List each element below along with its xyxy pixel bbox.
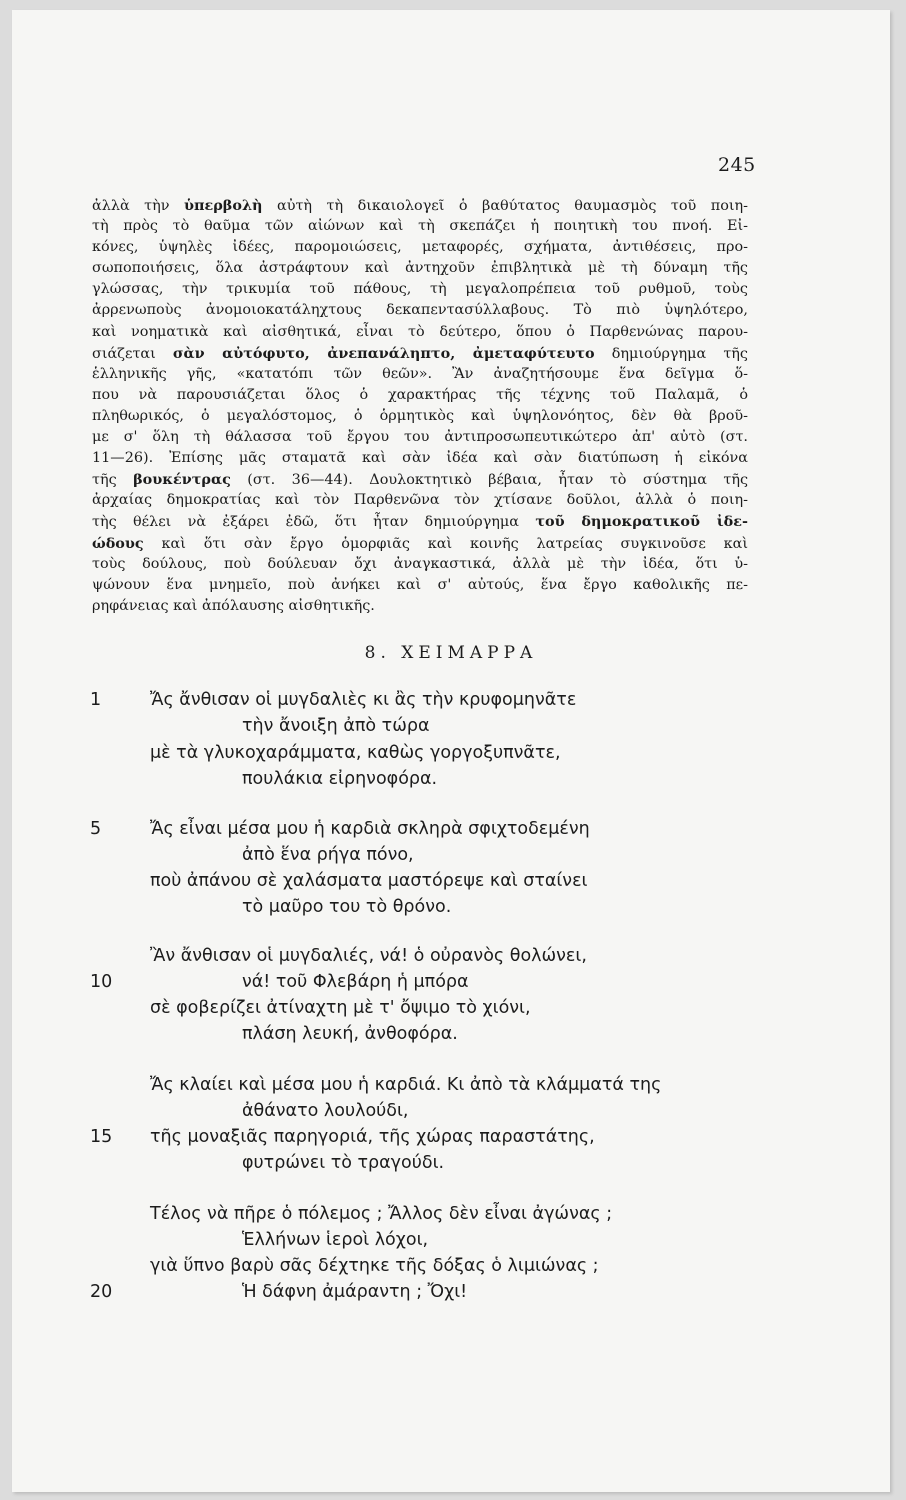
poem-verse: φυτρώνει τὸ τραγούδι. <box>242 1153 445 1173</box>
prose-line <box>92 554 748 575</box>
prose-line <box>92 533 748 554</box>
prose-text: που νὰ παρουσιάζεται ὅλος ὁ χαρακτήρας τῆς τέχνης τοῦ Παλαμᾶ, ὁ <box>92 386 748 403</box>
prose-text: καὶ νοηματικὰ καὶ αἰσθητικά, εἶναι τὸ δεύτερο, ὅπου ὁ Παρθενώνας παρου- <box>92 323 748 340</box>
prose-text: γλώσσας, τὴν τρικυμία τοῦ πάθους, τὴ μεγαλοπρέπεια τοῦ ρυθμοῦ, τοὺς <box>92 281 748 298</box>
emphasis-text: ώδους <box>92 534 144 552</box>
prose-line <box>92 258 748 279</box>
line-number: 10 <box>90 972 113 992</box>
poem-verse: Ἂν ἄνθισαν οἱ μυγδαλιές, νά! ὁ οὐρανὸς θολώνει, <box>150 946 587 966</box>
prose-line <box>92 406 748 427</box>
prose-text: σωποποιήσεις, ὅλα ἀστράφτουν καὶ ἀντηχοῦν ἐπιβλητικὰ μὲ τὴ δύναμη τῆς <box>92 260 748 277</box>
prose-line <box>92 385 748 406</box>
prose-text: ἀρρενωποὺς ἀνομοιοκατάληχτους δεκαπεντασύλλαβους. Τὸ πιὸ ὑψηλότερο, <box>92 302 748 319</box>
prose-text: ἀλλὰ τὴν <box>92 198 184 214</box>
poem-verse: τῆς μοναξιᾶς παρηγοριά, τῆς χώρας παραστάτης, <box>150 1127 595 1147</box>
prose-text: σιάζεται <box>92 345 173 362</box>
poem-verse: σὲ φοβερίζει ἀτίναχτη μὲ τ' ὄψιμο τὸ χιόνι, <box>150 998 531 1018</box>
prose-text: τοὺς δούλους, ποὺ δούλευαν ὄχι ἀναγκαστικά, ἀλλὰ μὲ τὴν ἰδέα, ὅτι ὑ- <box>92 555 748 572</box>
prose-text: ρηφάνειας καὶ ἀπόλαυσης αἰσθητικῆς. <box>92 597 375 614</box>
prose-text: 11—26). Ἐπίσης μᾶς σταματᾶ καὶ σὰν ἰδέα καὶ σὰν διατύπωση ἡ εἰκόνα <box>92 450 748 467</box>
poem-verse: Ἄς κλαίει καὶ μέσα μου ἡ καρδιά. Κι ἀπὸ τὰ κλάμματά της <box>150 1075 662 1095</box>
prose-line <box>92 596 748 617</box>
prose-line <box>92 343 748 364</box>
prose-line <box>92 511 748 532</box>
line-number: 20 <box>90 1282 113 1302</box>
emphasis-text: σὰν αὐτόφυτο, ἀνεπανάληπτο, ἀμεταφύτευτο <box>172 344 595 362</box>
line-number: 5 <box>90 819 102 839</box>
poem-title: 8. ΧΕΙΜΑΡΡΑ <box>364 643 538 663</box>
prose-line <box>92 575 748 596</box>
prose-line <box>92 237 748 258</box>
prose-line <box>92 279 748 300</box>
prose-text: αὐτὴ τὴ δικαιολογεῖ ὁ βαθύτατος θαυμασμὸς τοῦ ποιη- <box>262 198 748 214</box>
poem-verse: τὸ μαῦρο του τὸ θρόνο. <box>242 897 452 917</box>
commentary-paragraph <box>92 195 748 617</box>
emphasis-text: ὑπερβολὴ <box>183 197 263 214</box>
prose-line <box>92 469 748 490</box>
poem-verse: γιὰ ὕπνο βαρὺ σᾶς δέχτηκε τῆς δόξας ὁ λιμιώνας ; <box>150 1256 599 1276</box>
prose-line <box>92 322 748 343</box>
poem-verse: Ἑλλήνων ἱεροὶ λόχοι, <box>242 1230 429 1250</box>
poem-verse: Ἄς εἶναι μέσα μου ἡ καρδιὰ σκληρὰ σφιχτοδεμένη <box>150 819 590 839</box>
poem-verse: Τέλος νὰ πῆρε ὁ πόλεμος ; Ἄλλος δὲν εἶναι ἀγώνας ; <box>150 1204 613 1224</box>
poem-verse: Ἡ δάφνη ἀμάραντη ; Ὄχι! <box>242 1282 468 1302</box>
poem-verse: μὲ τὰ γλυκοχαράμματα, καθὼς γοργοξυπνᾶτε, <box>150 743 561 763</box>
prose-text: τῆς <box>92 472 134 489</box>
prose-line <box>92 364 748 385</box>
prose-text: τὴς θέλει νὰ ἐξάρει ἐδῶ, ὅτι ἦταν δημιούργημα <box>92 514 536 531</box>
prose-line <box>92 427 748 448</box>
prose-text: κόνες, ὑψηλὲς ἰδέες, παρομοιώσεις, μεταφορές, σχήματα, ἀντιθέσεις, προ- <box>92 239 748 256</box>
poem-verse: ἀθάνατο λουλούδι, <box>242 1101 409 1121</box>
prose-line <box>92 216 748 237</box>
prose-text: καὶ ὅτι σὰν ἔργο ὁμορφιᾶς καὶ κοινῆς λατρείας συγκινοῦσε καὶ <box>143 535 748 552</box>
poem-verse: Ἄς ἄνθισαν οἱ μυγδαλιὲς κι ἂς τὴν κρυφομηνᾶτε <box>150 690 577 710</box>
poem-verse: πουλάκια εἰρηνοφόρα. <box>242 769 438 789</box>
page-number: 245 <box>718 154 756 176</box>
book-page <box>12 10 890 1492</box>
prose-text: με σ' ὅλη τὴ θάλασσα τοῦ ἔργου του ἀντιπροσωπευτικώτερο ἀπ' αὐτὸ (στ. <box>92 429 748 446</box>
prose-text: ψώνουν ἕνα μνημεῖο, ποὺ ἀνήκει καὶ σ' αὐτούς, ἕνα ἔργο καθολικῆς πε- <box>92 576 748 593</box>
emphasis-text: βουκέντρας <box>133 471 231 489</box>
prose-line <box>92 490 748 511</box>
poem-verse: ποὺ ἀπάνου σὲ χαλάσματα μαστόρεψε καὶ σταίνει <box>150 871 588 891</box>
prose-line <box>92 300 748 321</box>
poem-verse: πλάση λευκή, ἀνθοφόρα. <box>242 1024 458 1044</box>
line-number: 1 <box>90 690 102 710</box>
prose-text: ἀρχαίας δημοκρατίας καὶ τὸν Παρθενῶνα τὸν χτίσανε δοῦλοι, ἀλλὰ ὁ ποιη- <box>92 492 748 509</box>
line-number: 15 <box>90 1127 113 1147</box>
prose-text: ἑλληνικῆς γῆς, «κατατόπι τῶν θεῶν». Ἂν ἀναζητήσουμε ἕνα δεῖγμα ὅ- <box>92 365 748 382</box>
prose-text: (στ. 36—44). Δουλοκτητικὸ βέβαια, ἦταν τὸ σύστημα τῆς <box>230 472 748 489</box>
poem-verse: τὴν ἄνοιξη ἀπὸ τώρα <box>242 716 430 736</box>
prose-text: δημιούργημα τῆς <box>594 345 748 362</box>
prose-line <box>92 195 748 216</box>
prose-text: τὴ πρὸς τὸ θαῦμα τῶν αἰώνων καὶ τὴ σκεπάζει ἡ ποιητικὴ του πνοή. Εἰ- <box>92 218 748 235</box>
prose-line <box>92 448 748 469</box>
emphasis-text: τοῦ δημοκρατικοῦ ἰδε- <box>535 513 748 531</box>
poem-verse: νά! τοῦ Φλεβάρη ἡ μπόρα <box>242 972 469 992</box>
poem-verse: ἀπὸ ἕνα ρήγα πόνο, <box>242 845 414 865</box>
prose-text: πληθωρικός, ὁ μεγαλόστομος, ὁ ὁρμητικὸς καὶ ὑψηλονόητος, δὲν θὰ βροῦ- <box>92 407 748 424</box>
